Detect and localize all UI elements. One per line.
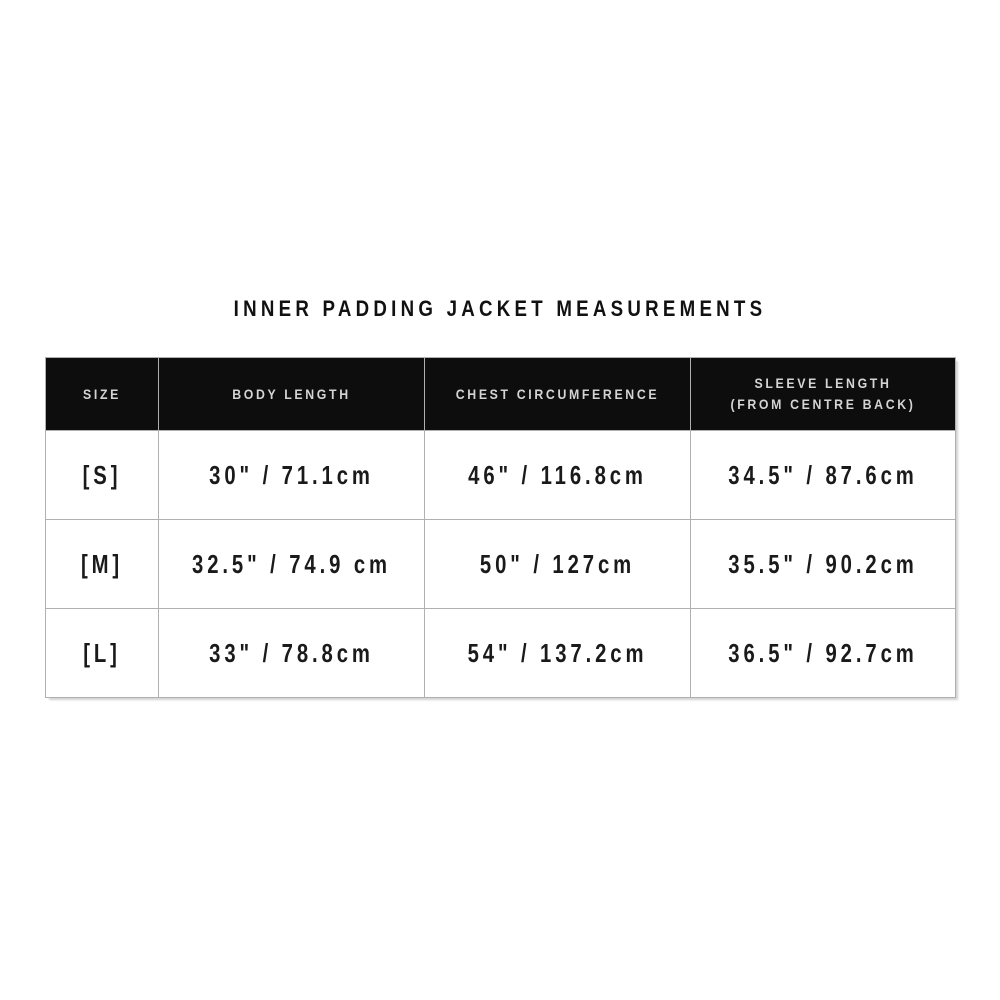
column-header-body-length-label: BODY LENGTH <box>232 385 351 402</box>
column-header-size <box>46 358 159 431</box>
chest-circumference-cell <box>425 431 691 520</box>
size-cell <box>46 520 159 609</box>
column-header-sleeve-length-line1: SLEEVE LENGTH <box>754 375 892 391</box>
table-row-small <box>46 431 956 520</box>
size-value: [M] <box>80 548 124 579</box>
size-value: [L] <box>83 637 121 668</box>
size-cell <box>46 609 159 698</box>
size-cell <box>46 431 159 520</box>
column-header-size-label: SIZE <box>83 385 121 402</box>
chest-circumference-cell <box>425 609 691 698</box>
chest-circumference-value: 46" / 116.8cm <box>468 459 647 490</box>
body-length-cell <box>159 431 425 520</box>
header-row <box>46 358 956 431</box>
sleeve-length-value: 36.5" / 92.7cm <box>728 637 918 668</box>
chest-circumference-value: 54" / 137.2cm <box>467 637 648 668</box>
sleeve-length-value: 35.5" / 90.2cm <box>728 548 918 579</box>
column-header-body-length <box>159 358 425 431</box>
column-header-chest-circumference <box>425 358 691 431</box>
sleeve-length-cell <box>691 520 956 609</box>
page-title-text: INNER PADDING JACKET MEASUREMENTS <box>233 296 767 321</box>
table-row-large <box>46 609 956 698</box>
sleeve-length-cell <box>691 431 956 520</box>
size-value: [S] <box>82 459 122 490</box>
body-length-value: 32.5" / 74.9 cm <box>192 548 391 579</box>
column-header-sleeve-length-line2: (FROM CENTRE BACK) <box>730 396 916 412</box>
sleeve-length-cell <box>691 609 956 698</box>
body-length-value: 33" / 78.8cm <box>209 637 374 668</box>
sleeve-length-value: 34.5" / 87.6cm <box>728 459 918 490</box>
body-length-cell <box>159 520 425 609</box>
page-title <box>0 296 1000 322</box>
body-length-value: 30" / 71.1cm <box>209 459 374 490</box>
measurements-table <box>45 357 956 698</box>
column-header-chest-circumference-label: CHEST CIRCUMFERENCE <box>455 385 660 402</box>
chest-circumference-value: 50" / 127cm <box>479 548 636 579</box>
table-row-medium <box>46 520 956 609</box>
chest-circumference-cell <box>425 520 691 609</box>
body-length-cell <box>159 609 425 698</box>
column-header-sleeve-length <box>691 358 956 431</box>
